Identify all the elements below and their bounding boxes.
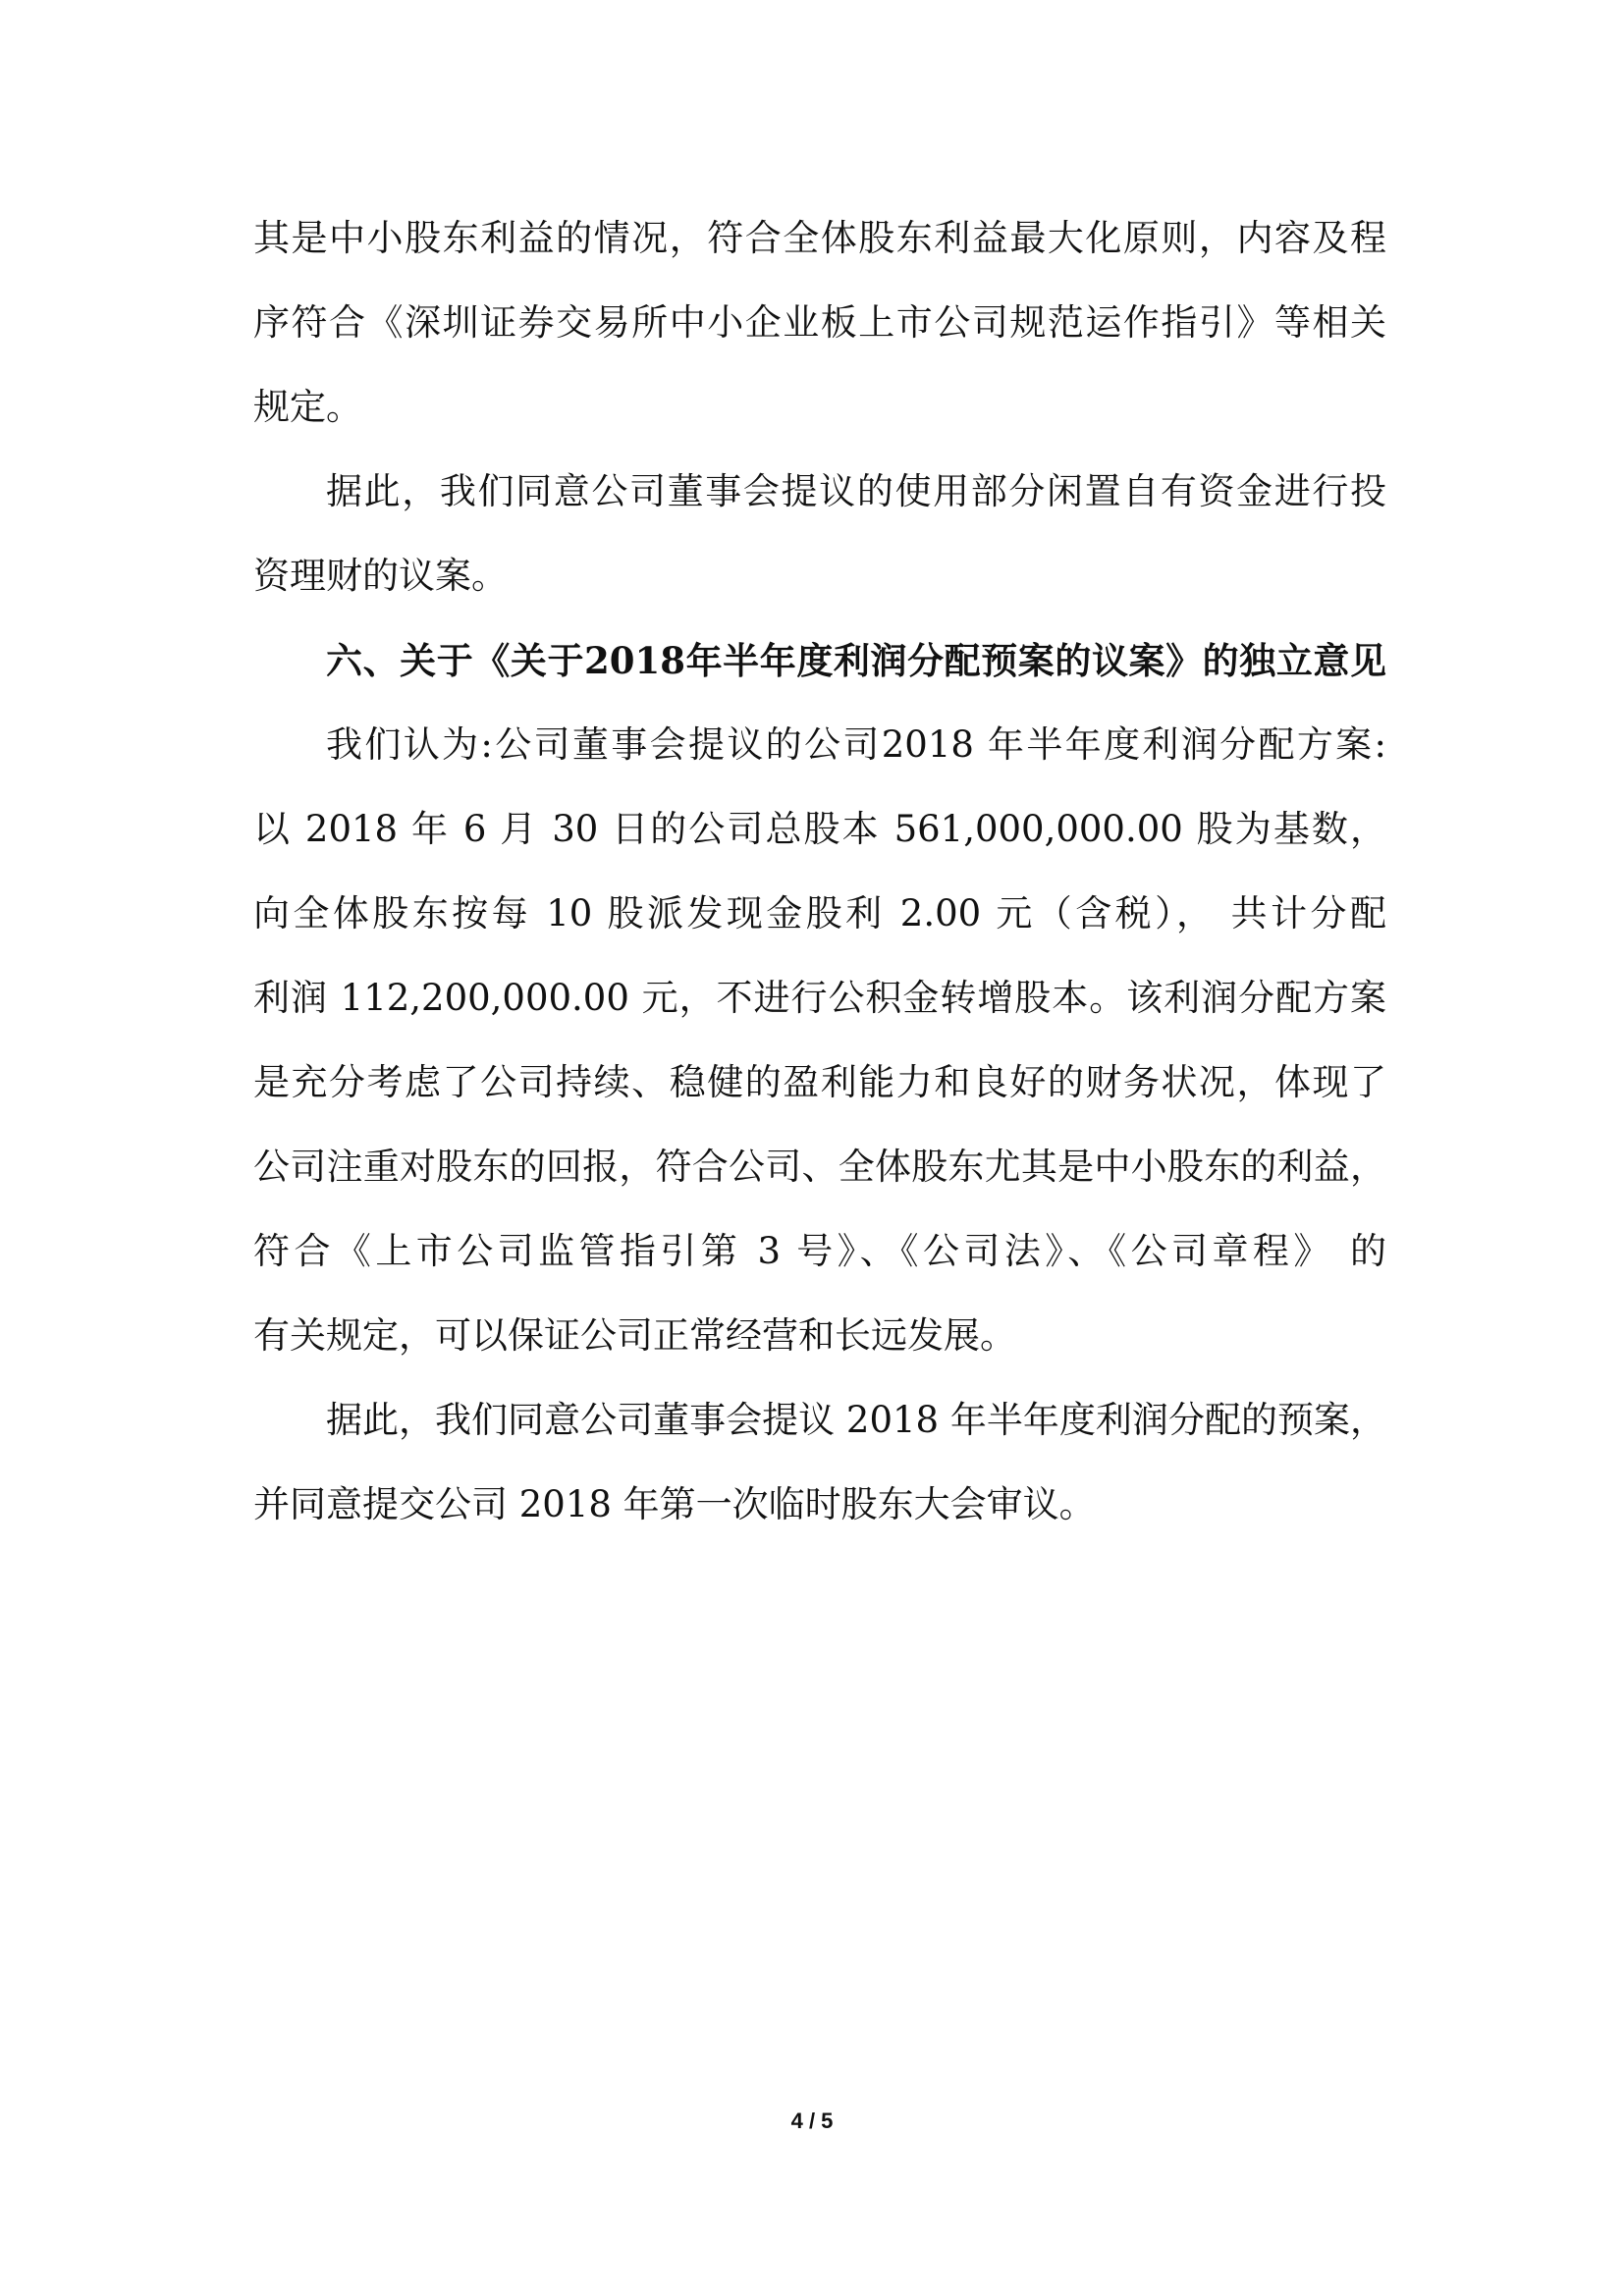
page-number: 4 / 5 — [790, 2109, 834, 2133]
paragraph-line: 并同意提交公司 2018 年第一次临时股东大会审议。 — [253, 1483, 1096, 1525]
section-heading: 六、关于《关于2018年半年度利润分配预案的议案》的独立意见 — [326, 639, 1386, 682]
paragraph-line: 公司注重对股东的回报，符合公司、全体股东尤其是中小股东的利益， — [253, 1146, 1386, 1188]
paragraph-line: 利润 112,200,000.00 元，不进行公积金转增股本。该利润分配方案 — [253, 977, 1386, 1019]
paragraph-line: 以 2018 年 6 月 30 日的公司总股本 561,000,000.00 股为基数， — [253, 808, 1386, 850]
paragraph-line: 有关规定，可以保证公司正常经营和长远发展。 — [253, 1314, 1016, 1357]
paragraph-line: 规定。 — [253, 386, 362, 428]
paragraph-line: 据此，我们同意公司董事会提议的使用部分闲置自有资金进行投 — [326, 470, 1386, 512]
paragraph-line: 符合《上市公司监管指引第 3 号》、《公司法》、《公司章程》 的 — [253, 1230, 1386, 1272]
paragraph-line: 序符合《深圳证券交易所中小企业板上市公司规范运作指引》等相关 — [253, 301, 1386, 344]
paragraph-line: 向全体股东按每 10 股派发现金股利 2.00 元（含税）， 共计分配 — [253, 892, 1386, 934]
paragraph-line: 是充分考虑了公司持续、稳健的盈利能力和良好的财务状况，体现了 — [253, 1061, 1386, 1103]
paragraph-line: 据此，我们同意公司董事会提议 2018 年半年度利润分配的预案， — [326, 1399, 1386, 1441]
document-body — [253, 208, 1386, 1559]
paragraph-line: 我们认为:公司董事会提议的公司2018 年半年度利润分配方案: — [326, 723, 1386, 766]
paragraph-line: 资理财的议案。 — [253, 555, 508, 597]
paragraph-line: 其是中小股东利益的情况，符合全体股东利益最大化原则，内容及程 — [253, 217, 1386, 259]
